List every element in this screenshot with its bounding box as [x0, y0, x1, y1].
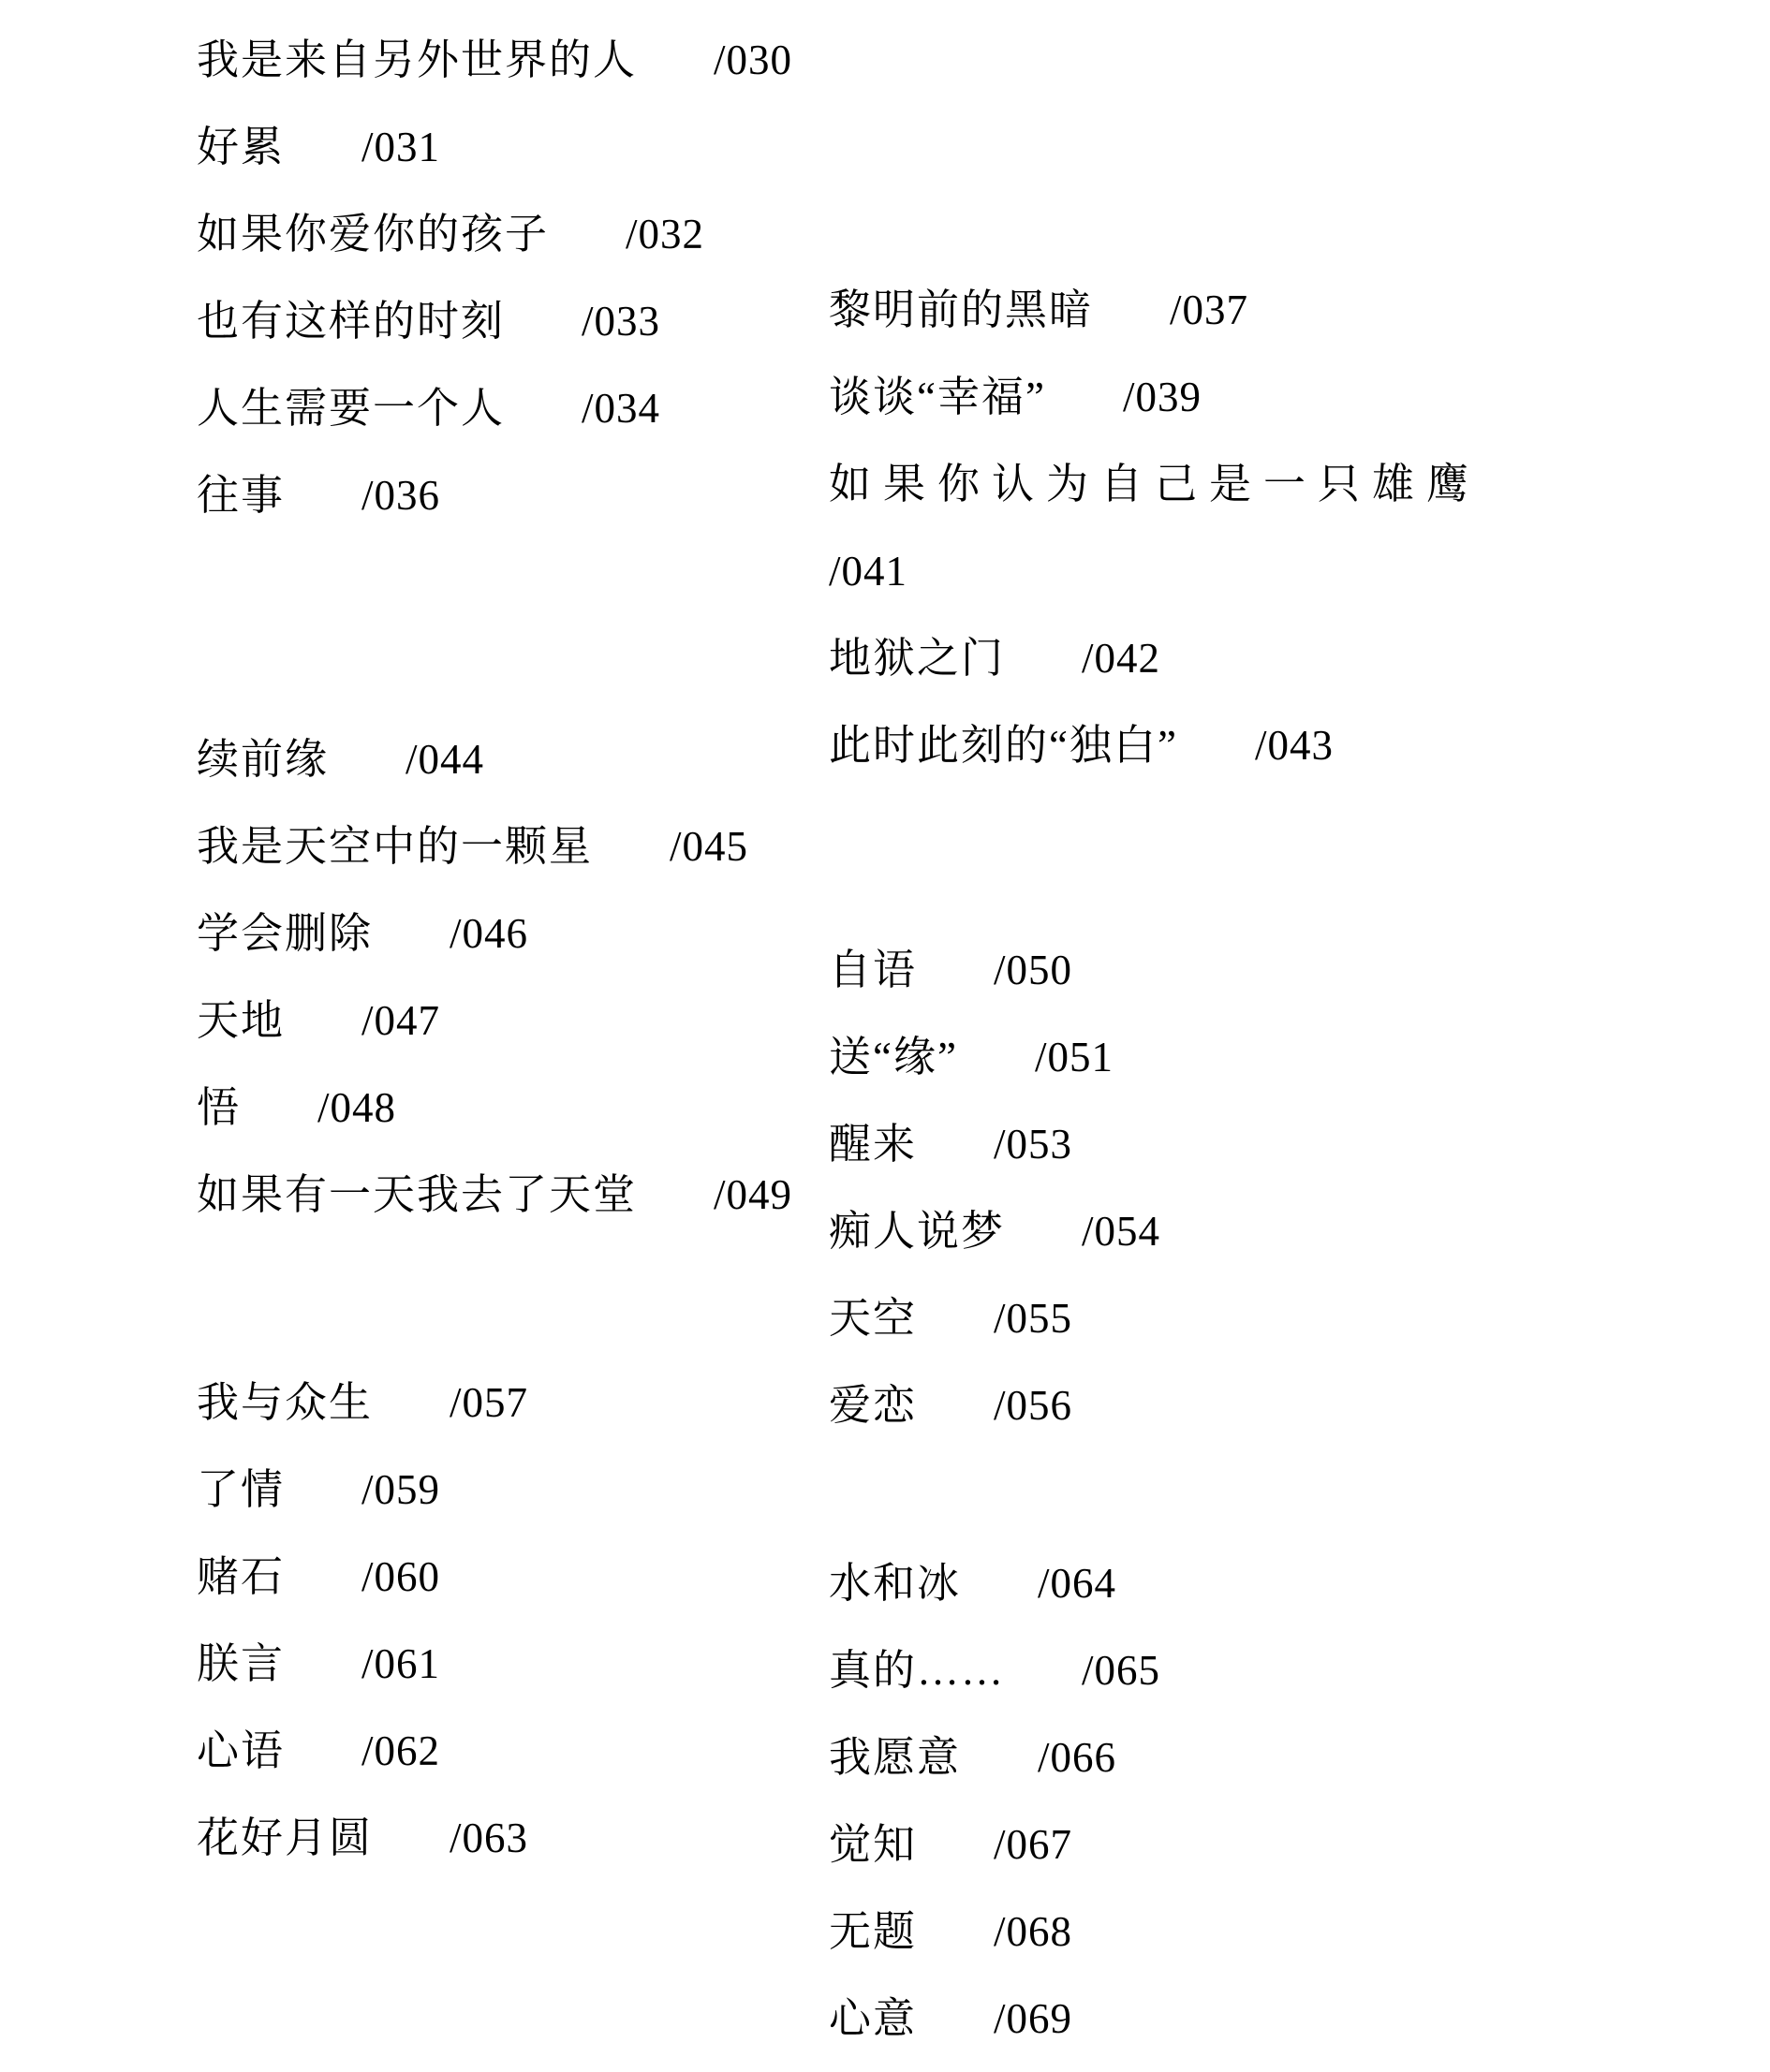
- toc-entry-page-number: /049: [714, 1171, 793, 1218]
- toc-entry: [829, 1819, 1072, 1870]
- toc-entry-page-number: /055: [994, 1295, 1073, 1342]
- title-page-gap: [917, 1945, 994, 1946]
- toc-entry-page-number: /062: [361, 1727, 441, 1774]
- title-page-gap: [285, 1503, 361, 1504]
- toc-entry-title: 送“缘”: [829, 1034, 958, 1080]
- title-page-gap: [917, 2032, 994, 2033]
- toc-entry-title: 我是天空中的一颗星: [197, 823, 594, 870]
- toc-entry-page-number: /036: [361, 472, 441, 519]
- toc-entry-title: 痴人说梦: [829, 1208, 1006, 1255]
- toc-entry-page-number: /032: [626, 211, 705, 257]
- title-page-gap: [1093, 323, 1170, 324]
- toc-entry-page-number: /044: [406, 736, 485, 783]
- toc-entry: [197, 383, 660, 434]
- toc-entry: [829, 1119, 1072, 1169]
- toc-entry: [197, 821, 748, 872]
- toc-entry: [829, 1993, 1072, 2044]
- toc-entry: [829, 1293, 1072, 1344]
- toc-entry: [829, 459, 1481, 509]
- toc-entry: [829, 372, 1202, 422]
- toc-entry: [829, 720, 1334, 771]
- toc-entry-page-number: /034: [582, 385, 661, 432]
- toc-entry-title: 天地: [197, 997, 286, 1044]
- toc-entry: [829, 285, 1248, 335]
- toc-entry-page-number: /054: [1082, 1208, 1161, 1255]
- title-page-gap: [917, 1331, 994, 1332]
- toc-entry-page-number: /056: [994, 1382, 1073, 1429]
- toc-entry: [829, 1380, 1072, 1431]
- toc-entry-title: 人生需要一个人: [197, 385, 506, 432]
- title-page-gap: [961, 1596, 1038, 1597]
- toc-entry-title: 如果你爱你的孩子: [197, 211, 550, 257]
- toc-entry-page-number: /066: [1038, 1734, 1117, 1781]
- title-page-gap: [917, 1418, 994, 1419]
- toc-entry-title: 我愿意: [829, 1734, 962, 1781]
- title-page-gap: [285, 160, 361, 161]
- title-page-gap: [285, 1034, 361, 1035]
- toc-entry-page-number: /064: [1038, 1560, 1117, 1607]
- title-page-gap: [1046, 410, 1123, 411]
- toc-entry-page-number: /039: [1122, 374, 1202, 420]
- toc-entry: [197, 1551, 440, 1602]
- toc-entry-title: 地狱之门: [829, 635, 1006, 682]
- title-page-gap: [285, 508, 361, 509]
- title-page-gap: [373, 1416, 450, 1417]
- toc-entry-title: 爱恋: [829, 1382, 918, 1429]
- toc-entry: [829, 1558, 1116, 1609]
- toc-entry: [197, 209, 704, 259]
- toc-entry: [829, 633, 1160, 683]
- toc-entry-page-number: /063: [450, 1815, 529, 1861]
- title-page-gap: [917, 1157, 994, 1158]
- toc-entry-page-number: /043: [1254, 722, 1334, 769]
- toc-entry-page-number: /069: [994, 1995, 1073, 2042]
- toc-entry: [197, 1726, 440, 1776]
- toc-entry: [197, 296, 660, 346]
- toc-entry-page-number: /030: [714, 37, 793, 83]
- title-page-gap: [637, 1208, 714, 1209]
- title-page-gap: [1178, 758, 1255, 759]
- title-page-gap: [505, 421, 582, 422]
- toc-entry-page-number: /048: [317, 1084, 397, 1131]
- title-page-gap: [373, 1851, 450, 1852]
- title-page-gap: [329, 772, 406, 773]
- toc-entry-page-number: /065: [1082, 1647, 1161, 1694]
- toc-entry-title: 黎明前的黑暗: [829, 287, 1094, 333]
- toc-entry: [197, 1377, 528, 1428]
- toc-entry: [197, 1813, 528, 1863]
- toc-entry-page-number: /061: [361, 1640, 441, 1687]
- toc-entry-page-number: /053: [994, 1121, 1073, 1168]
- toc-entry-page-number: /046: [450, 910, 529, 957]
- toc-entry: [197, 734, 484, 785]
- toc-entry-title: 觉知: [829, 1821, 918, 1868]
- toc-entry-page-number: /067: [994, 1821, 1073, 1868]
- toc-entry-title: 我与众生: [197, 1379, 374, 1426]
- toc-entry-page-number: /042: [1082, 635, 1161, 682]
- title-page-gap: [917, 1858, 994, 1859]
- title-page-gap: [1005, 1244, 1082, 1245]
- toc-entry-title: 续前缘: [197, 736, 330, 783]
- title-page-gap: [637, 73, 714, 74]
- title-page-gap: [285, 1590, 361, 1591]
- toc-entry-page-number: /060: [361, 1553, 441, 1600]
- toc-entry-page-number: /041: [829, 548, 908, 595]
- toc-entry-title: 真的……: [829, 1647, 1006, 1694]
- toc-entry-title: 也有这样的时刻: [197, 298, 506, 345]
- toc-entry-title: 好累: [197, 124, 286, 170]
- title-page-gap: [373, 947, 450, 948]
- toc-entry: [829, 1206, 1160, 1256]
- toc-entry-title: 谈谈“幸福”: [829, 374, 1046, 420]
- toc-entry-page-number: /068: [994, 1908, 1073, 1955]
- toc-entry-title: 水和冰: [829, 1560, 962, 1607]
- toc-entry-title: 此时此刻的“独白”: [829, 722, 1178, 769]
- toc-entry: [197, 1464, 440, 1515]
- toc-entry: [829, 546, 907, 596]
- toc-entry: [197, 122, 440, 172]
- toc-entry-page-number: /033: [582, 298, 661, 345]
- toc-entry-title: 朕言: [197, 1640, 286, 1687]
- toc-entry: [829, 945, 1072, 995]
- title-page-gap: [285, 1677, 361, 1678]
- toc-entry-title: 自语: [829, 947, 918, 993]
- toc-entry: [197, 995, 440, 1046]
- toc-entry-title: 心语: [197, 1727, 286, 1774]
- toc-entry-title: 如果你认为自己是一只雄鹰: [829, 461, 1482, 507]
- toc-entry: [197, 470, 440, 521]
- title-page-gap: [505, 334, 582, 335]
- toc-entry: [197, 1082, 396, 1133]
- toc-entry: [829, 1732, 1116, 1783]
- toc-entry-page-number: /057: [450, 1379, 529, 1426]
- toc-entry-title: 学会删除: [197, 910, 374, 957]
- toc-entry-title: 往事: [197, 472, 286, 519]
- title-page-gap: [917, 983, 994, 984]
- toc-entry-title: 醒来: [829, 1121, 918, 1168]
- toc-entry-title: 天空: [829, 1295, 918, 1342]
- toc-entry-page-number: /050: [994, 947, 1073, 993]
- toc-entry-title: 赌石: [197, 1553, 286, 1600]
- toc-entry-title: 心意: [829, 1995, 918, 2042]
- toc-entry: [829, 1032, 1114, 1082]
- toc-entry-page-number: /045: [670, 823, 749, 870]
- toc-entry-page-number: /051: [1034, 1034, 1114, 1080]
- toc-entry: [197, 35, 792, 85]
- toc-entry-title: 了情: [197, 1466, 286, 1513]
- title-page-gap: [285, 1764, 361, 1765]
- toc-entry: [197, 1638, 440, 1689]
- toc-entry-page-number: /059: [361, 1466, 441, 1513]
- toc-entry-title: 花好月圆: [197, 1815, 374, 1861]
- toc-entry: [829, 1906, 1072, 1957]
- toc-entry-title: 如果有一天我去了天堂: [197, 1171, 638, 1218]
- toc-entry-title: 无题: [829, 1908, 918, 1955]
- title-page-gap: [241, 1121, 317, 1122]
- title-page-gap: [549, 247, 626, 248]
- toc-entry-page-number: /047: [361, 997, 441, 1044]
- title-page-gap: [1005, 1683, 1082, 1684]
- title-page-gap: [1005, 671, 1082, 672]
- toc-entry-title: 我是来自另外世界的人: [197, 37, 638, 83]
- toc-entry-page-number: /031: [361, 124, 441, 170]
- toc-entry-page-number: /037: [1170, 287, 1249, 333]
- toc-entry: [197, 908, 528, 959]
- title-page-gap: [958, 1070, 1035, 1071]
- toc-entry-title: 悟: [197, 1084, 242, 1131]
- toc-entry: [197, 1169, 792, 1220]
- toc-entry: [829, 1645, 1160, 1696]
